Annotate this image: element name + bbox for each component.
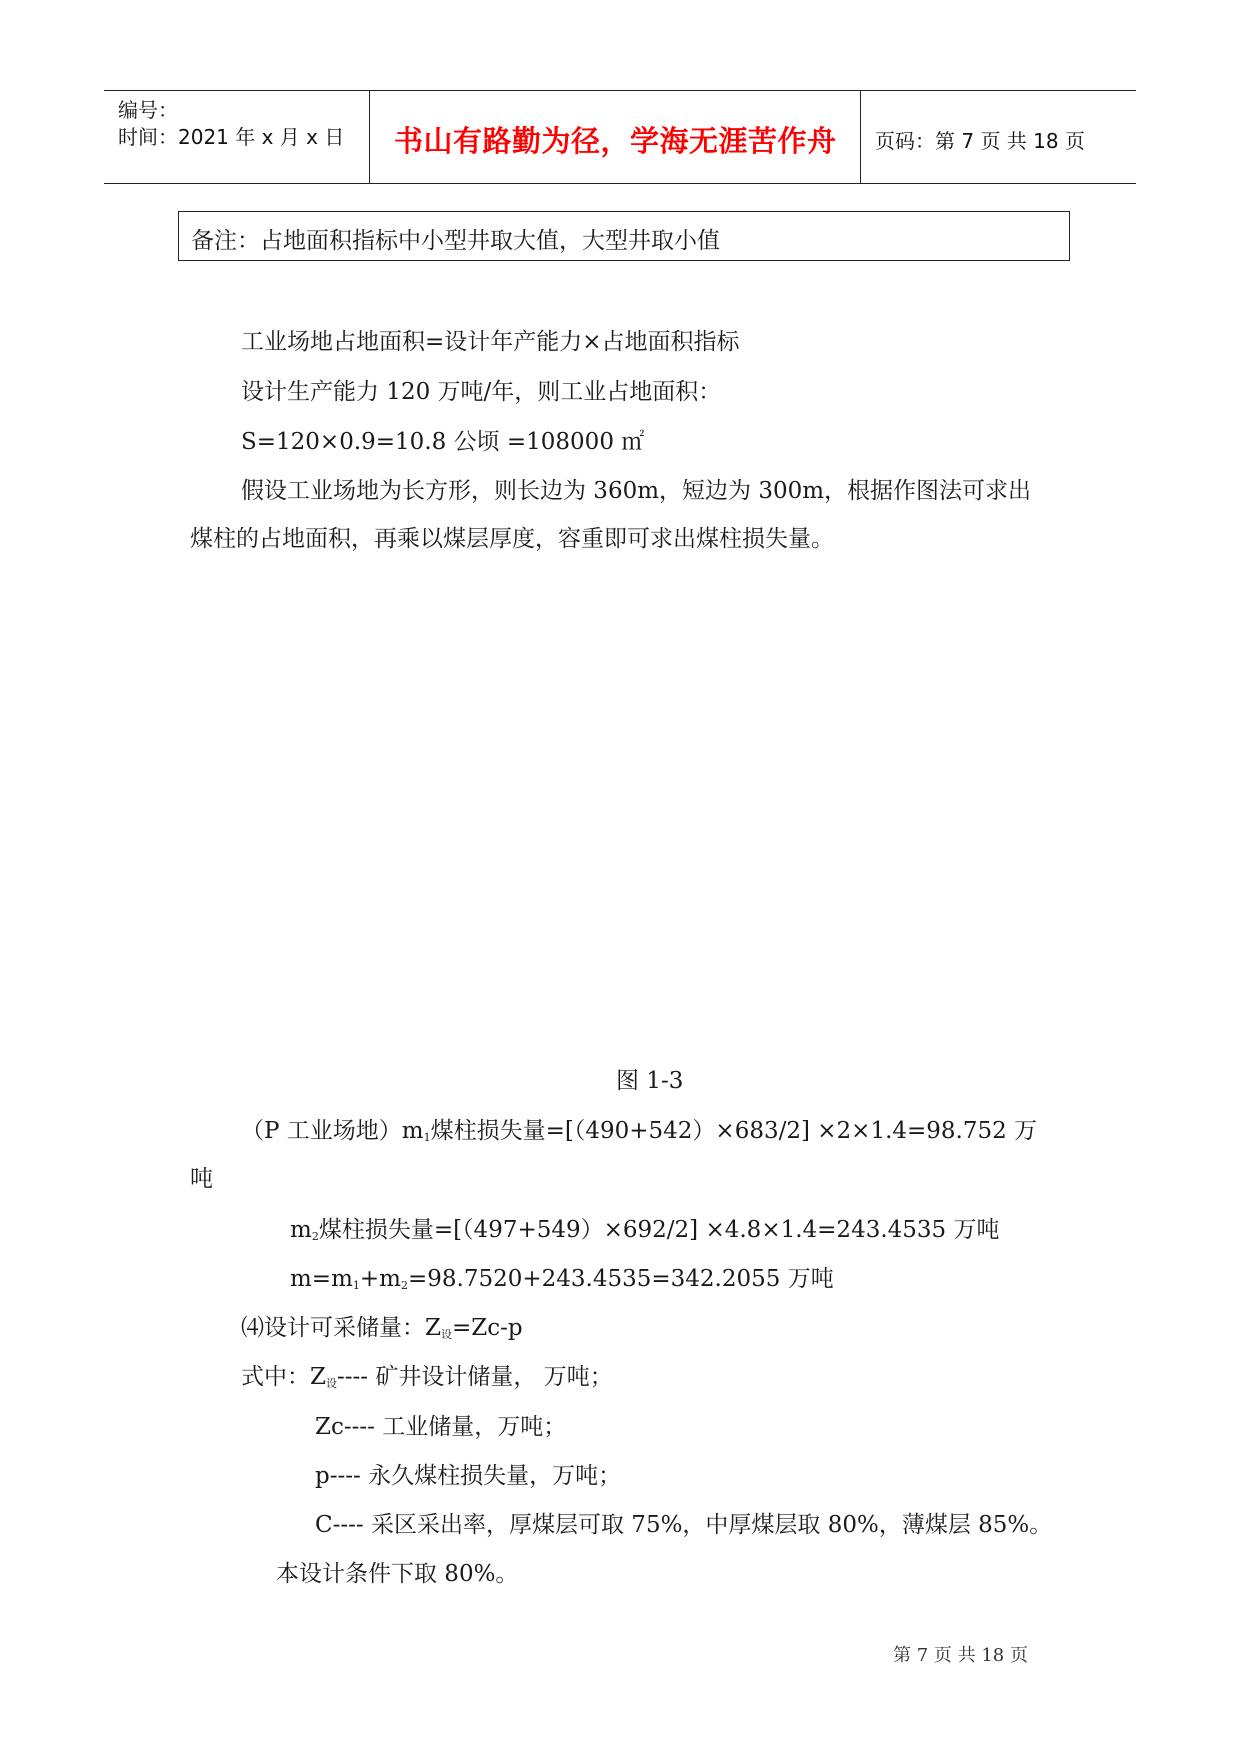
paragraph-design-condition: 本设计条件下取 80%。 (276, 1561, 519, 1587)
m2-formula: 煤柱损失量=[（497+549）×692/2] ×4.8×1.4=243.4535 万吨 (318, 1217, 1000, 1243)
m1-line-2: 吨 (190, 1166, 213, 1192)
reserve-formula (241, 1309, 523, 1342)
paragraph-area-formula: 工业场地占地面积=设计年产能力×占地面积指标 (241, 329, 740, 355)
header-bottom-rule (104, 183, 1136, 184)
m2-subscript: 2 (311, 1230, 319, 1243)
paragraph-capacity: 设计生产能力 120 万吨/年，则工业占地面积： (241, 379, 722, 405)
header-divider-left (369, 90, 370, 183)
figure-caption: 图 1-3 (616, 1068, 684, 1094)
formula-legend-prefix: 式中：Z (241, 1364, 326, 1390)
m1-subscript: 1 (423, 1131, 431, 1144)
m-total-sub1: 1 (352, 1279, 360, 1292)
m-total-mid: +m (359, 1266, 401, 1292)
m1-line-1 (241, 1112, 1037, 1145)
header-divider-right (860, 90, 861, 183)
reserve-suffix: =Zc-p (451, 1315, 523, 1341)
reserve-subscript: 设 (440, 1328, 452, 1341)
formula-legend-text: ---- 矿井设计储量， 万吨； (336, 1364, 613, 1390)
paragraph-assumption-line2: 煤柱的占地面积，再乘以煤层厚度，容重即可求出煤柱损失量。 (190, 526, 834, 552)
header-page-code: 页码：第 7 页 共 18 页 (875, 129, 1085, 153)
formula-legend-subscript: 设 (325, 1377, 337, 1390)
formula-legend-z (241, 1358, 613, 1391)
m1-formula: 煤柱损失量=[（490+542）×683/2] ×2×1.4=98.752 万 (430, 1118, 1038, 1144)
m-total-sub2: 2 (400, 1279, 408, 1292)
m-total-formula: =98.7520+243.4535=342.2055 万吨 (407, 1266, 834, 1292)
page-footer: 第 7 页 共 18 页 (893, 1645, 1028, 1666)
formula-legend-p: p---- 永久煤柱损失量，万吨； (315, 1463, 622, 1489)
formula-legend-c: C---- 采区采出率，厚煤层可取 75%，中厚煤层取 80%，薄煤层 85%。 (315, 1512, 1053, 1538)
m2-prefix: m (290, 1217, 312, 1243)
note-box (178, 211, 1070, 261)
header-number-label: 编号： (118, 98, 178, 122)
header-top-rule (104, 90, 1136, 91)
m-total-line (290, 1260, 834, 1293)
note-text: 备注：占地面积指标中小型井取大值，大型井取小值 (191, 228, 720, 254)
m-total-prefix: m=m (290, 1266, 353, 1292)
paragraph-assumption-line1: 假设工业场地为长方形，则长边为 360m，短边为 300m，根据作图法可求出 (241, 478, 1032, 504)
m2-line (290, 1211, 1000, 1244)
header-motto: 书山有路勤为径，学海无涯苦作舟 (394, 124, 837, 158)
header-time-label: 时间：2021 年 x 月 x 日 (118, 125, 345, 149)
paragraph-area-calc: S=120×0.9=10.8 公顷 =108000 ㎡ (241, 429, 645, 455)
formula-legend-zc: Zc---- 工业储量，万吨； (315, 1414, 567, 1440)
m1-prefix: （P 工业场地）m (241, 1118, 424, 1144)
reserve-prefix: ⑷设计可采储量：Z (241, 1315, 441, 1341)
